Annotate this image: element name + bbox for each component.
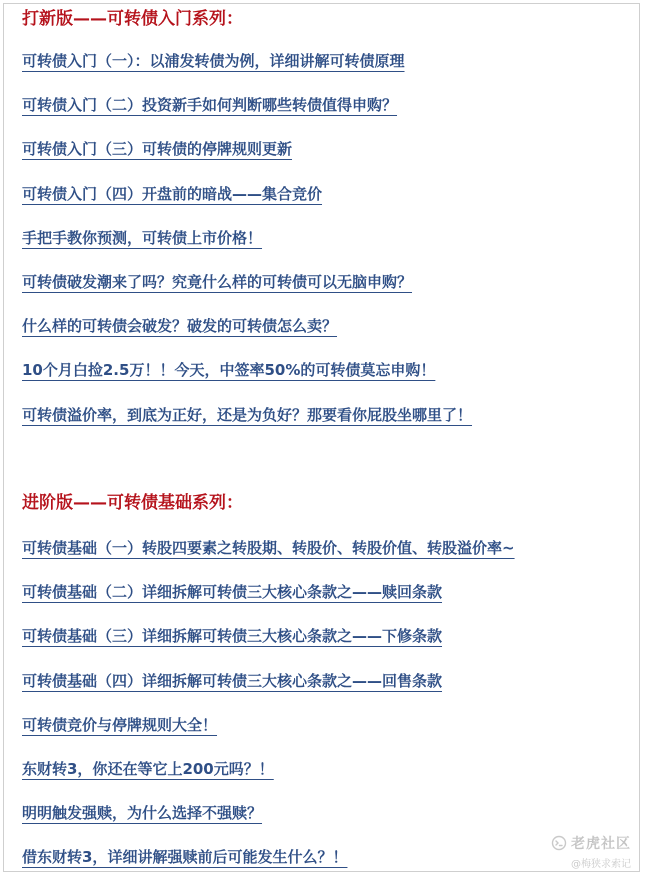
watermark-name: 老虎社区 — [571, 836, 631, 852]
list-item — [22, 625, 515, 669]
article-link[interactable]: 什么样的可转债会破发？破发的可转债怎么卖？ — [22, 317, 338, 336]
article-link[interactable]: 明明触发强赎，为什么选择不强赎？ — [22, 804, 263, 823]
article-link[interactable]: 可转债入门（二）投资新手如何判断哪些转债值得申购？ — [22, 96, 398, 115]
section-title-beginner: 打新版——可转债入门系列： — [22, 9, 243, 29]
tiger-logo-icon — [551, 835, 567, 851]
list-item — [22, 138, 472, 182]
list-item — [22, 670, 515, 714]
article-link[interactable]: 可转债竞价与停牌规则大全！ — [22, 715, 218, 734]
article-link[interactable]: 10个月白捡2.5万！！今天，中签率50%的可转债莫忘申购！ — [22, 361, 436, 380]
list-item — [22, 846, 515, 890]
list-item — [22, 758, 515, 802]
article-link[interactable]: 可转债基础（二）详细拆解可转债三大核心条款之——赎回条款 — [22, 583, 443, 602]
article-link[interactable]: 手把手教你预测，可转债上市价格！ — [22, 228, 263, 247]
watermark — [551, 833, 631, 870]
list-item — [22, 714, 515, 758]
list-item — [22, 581, 515, 625]
article-link[interactable]: 可转债入门（四）开盘前的暗战——集合竞价 — [22, 184, 323, 203]
article-link[interactable]: 可转债入门（三）可转债的停牌规则更新 — [22, 140, 293, 159]
list-item — [22, 94, 472, 138]
article-link[interactable]: 可转债基础（四）详细拆解可转债三大核心条款之——回售条款 — [22, 671, 443, 690]
list-item — [22, 802, 515, 846]
article-link[interactable]: 可转债基础（三）详细拆解可转债三大核心条款之——下修条款 — [22, 627, 443, 646]
watermark-row — [551, 833, 631, 853]
watermark-handle: @梅狭求索记 — [571, 859, 631, 870]
list-item — [22, 537, 515, 581]
list-item — [22, 271, 472, 315]
list-item — [22, 50, 472, 94]
article-link[interactable]: 借东财转3，详细讲解强赎前后可能发生什么？！ — [22, 848, 348, 867]
article-link[interactable]: 可转债溢价率，到底为正好，还是为负好？那要看你屁股坐哪里了！ — [22, 405, 473, 424]
list-item — [22, 227, 472, 271]
advanced-article-list — [22, 537, 515, 891]
list-item — [22, 359, 472, 403]
list-item — [22, 315, 472, 359]
article-link[interactable]: 可转债基础（一）转股四要素之转股期、转股价、转股价值、转股溢价率~ — [22, 539, 515, 557]
list-item — [22, 404, 472, 448]
article-link[interactable]: 可转债入门（一）：以浦发转债为例，详细讲解可转债原理 — [22, 52, 405, 70]
article-link[interactable]: 可转债破发潮来了吗？究竟什么样的可转债可以无脑申购？ — [22, 272, 413, 291]
article-link[interactable]: 东财转3，你还在等它上200元吗？！ — [22, 759, 274, 778]
list-item — [22, 183, 472, 227]
beginner-article-list — [22, 50, 472, 448]
section-title-advanced: 进阶版——可转债基础系列： — [22, 493, 243, 513]
